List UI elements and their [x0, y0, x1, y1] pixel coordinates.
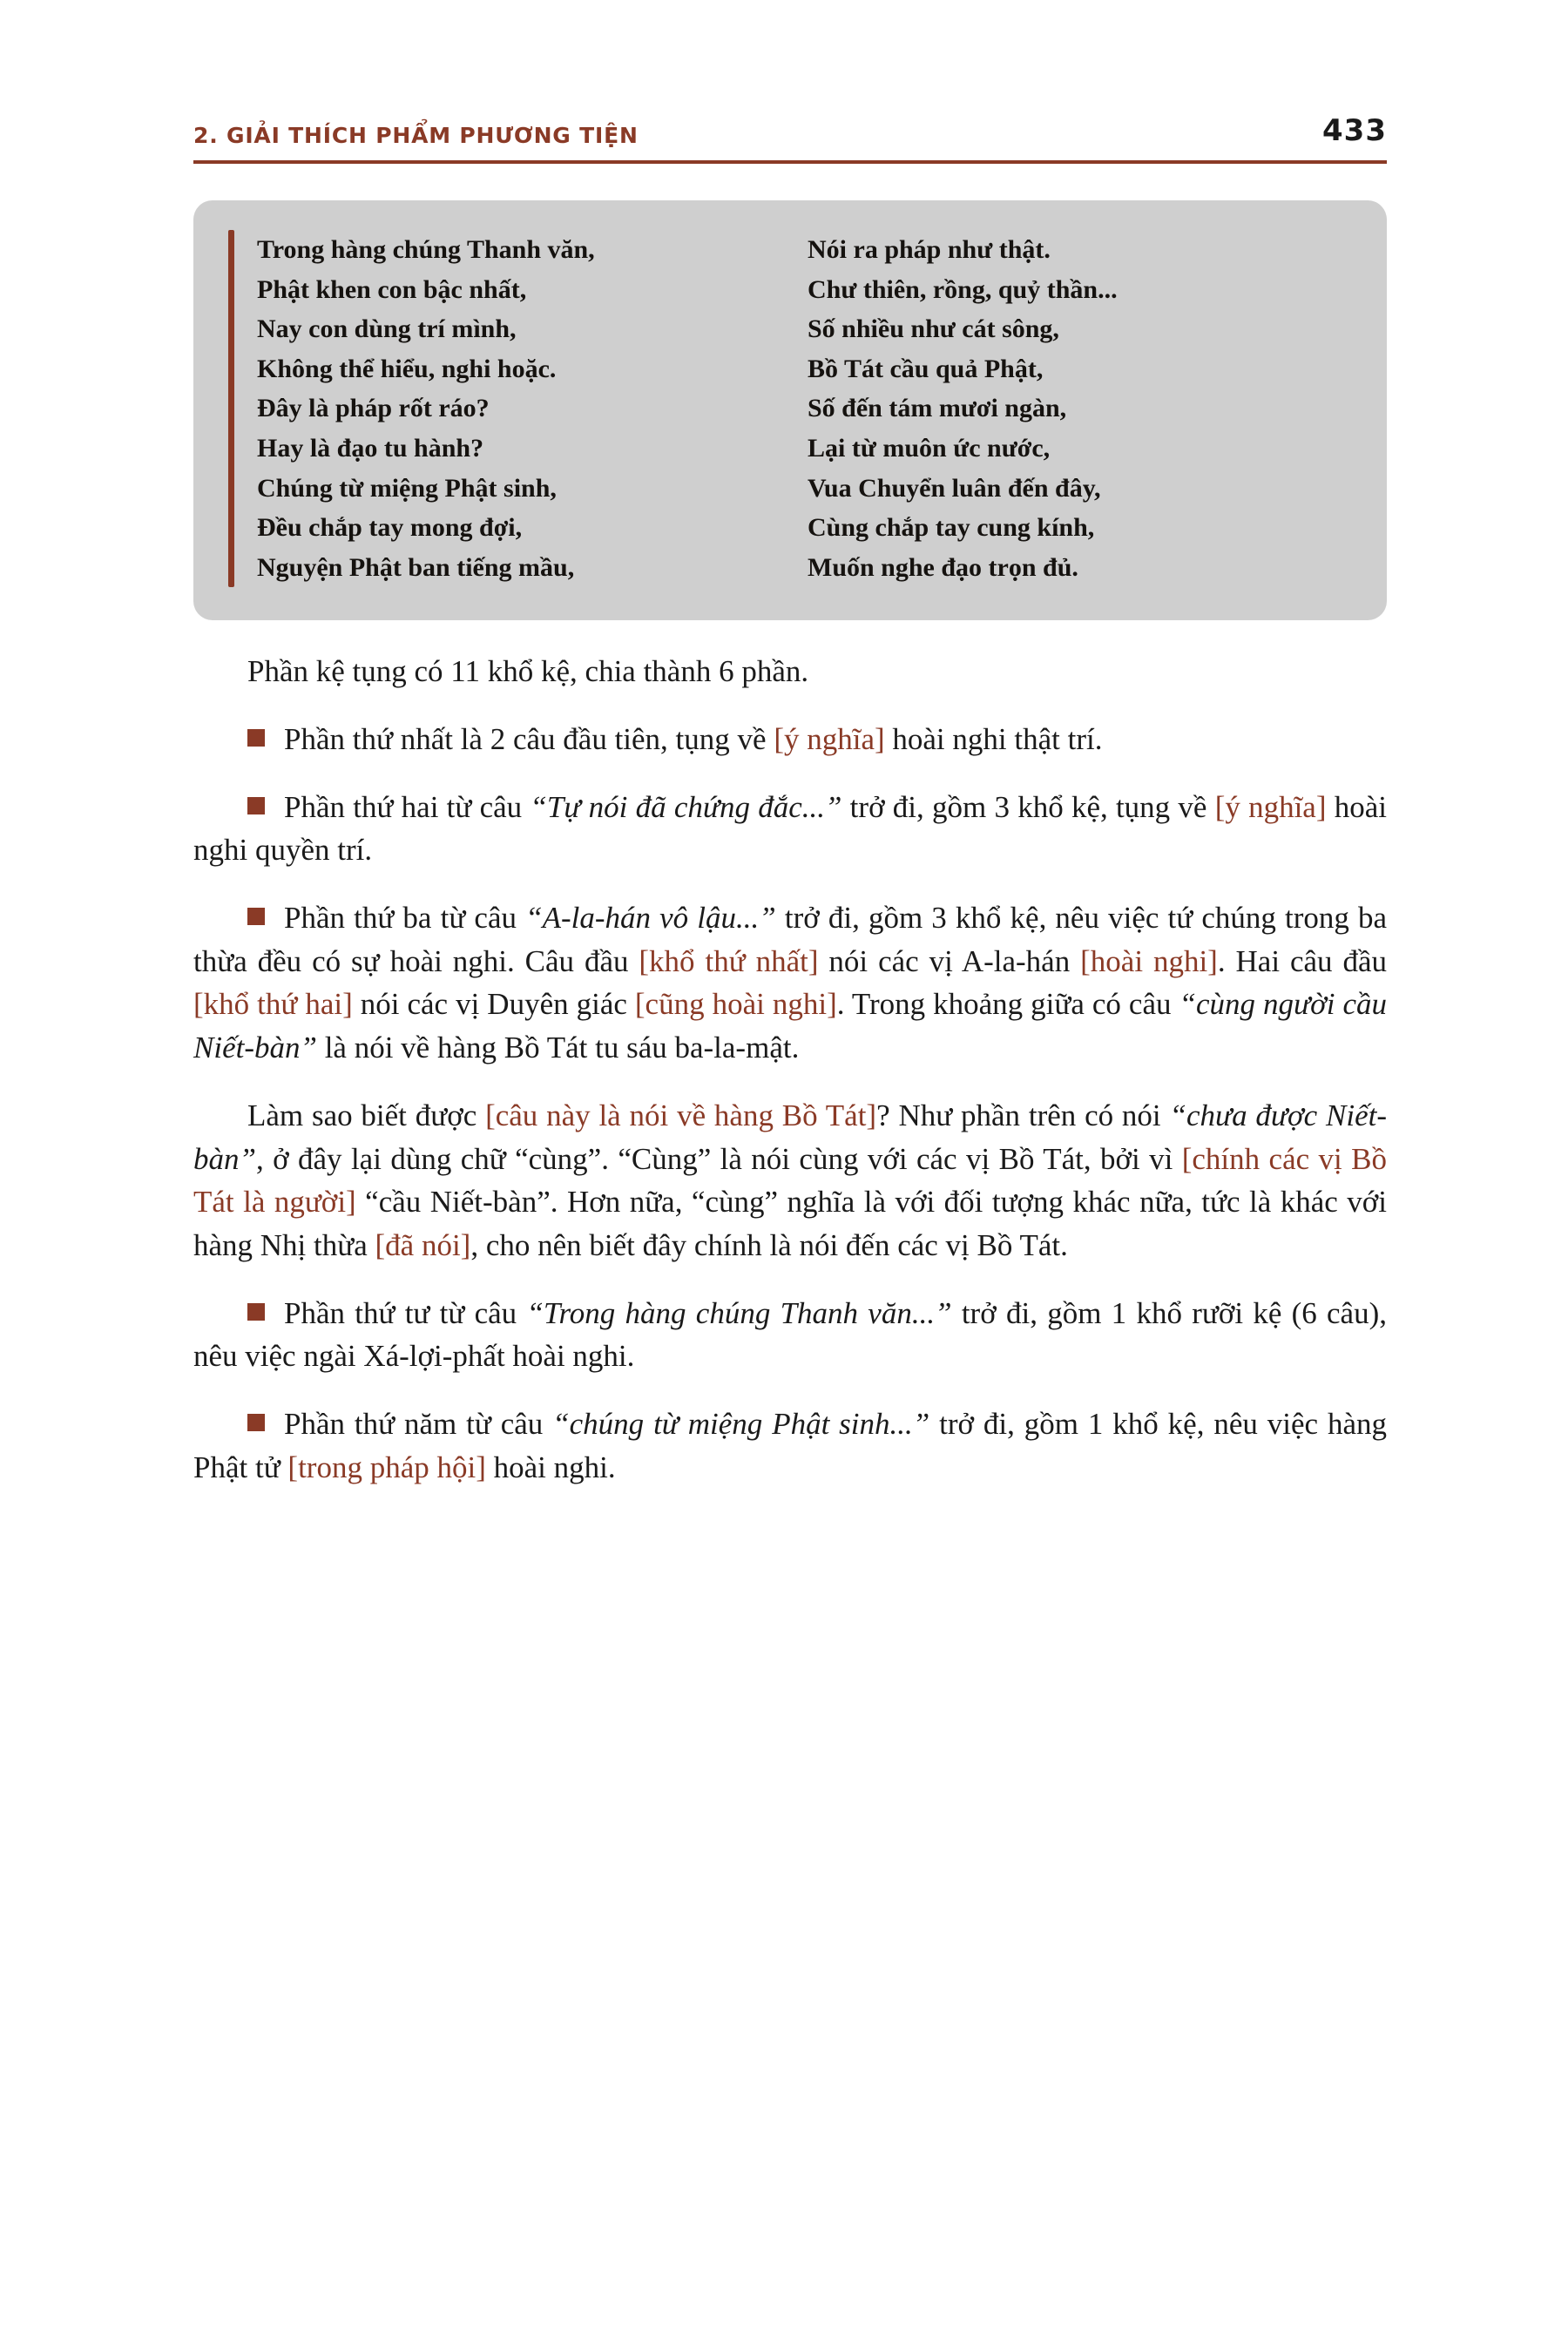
text-run: là nói về hàng Bồ Tát tu sáu ba-la-mật.	[316, 1031, 800, 1065]
text-run: trở đi, gồm 3 khổ kệ, nêu việc tứ chúng trong ba thừa đều có sự hoài nghi. Câu đầu	[193, 901, 1388, 978]
editorial-insert: [khổ thứ nhất]	[639, 943, 819, 978]
verse-quote-box	[193, 200, 1387, 620]
verse-line: Trong hàng chúng Thanh văn,	[257, 235, 595, 264]
verse-line: Chúng từ miệng Phật sinh,	[257, 473, 557, 503]
text-run: . Trong khoảng giữa có câu	[836, 987, 1179, 1022]
header-divider	[193, 160, 1387, 164]
text-run: “cầu Niết-bàn”. Hơn nữa, “cùng” nghĩa là với đối tượng khác nữa, tức là khác với hàng Nhị thừa	[193, 1185, 1387, 1262]
square-bullet-icon	[247, 908, 265, 925]
text-run: Làm sao biết được	[247, 1098, 486, 1132]
paragraph-part-one	[193, 718, 1387, 761]
text-run: Phần kệ tụng có 11 khổ kệ, chia thành 6 phần.	[247, 654, 809, 689]
verse-line: Chư thiên, rồng, quỷ thần...	[808, 274, 1118, 304]
text-run: hoài nghi quyền trí.	[193, 789, 1387, 868]
text-run: trở đi, gồm 3 khổ kệ, tụng về	[841, 789, 1215, 824]
paragraph-part-four	[193, 1292, 1387, 1378]
text-run: nói các vị Duyên giác	[352, 987, 635, 1022]
editorial-insert: [trong pháp hội]	[287, 1450, 486, 1484]
verse-line: Cùng chắp tay cung kính,	[808, 513, 1095, 543]
page-header	[193, 113, 1387, 160]
square-bullet-icon	[247, 1414, 265, 1431]
verse-line: Lại từ muôn ức nước,	[808, 433, 1051, 463]
verse-line: Nay con dùng trí mình,	[257, 314, 517, 344]
editorial-insert: [đã nói]	[375, 1227, 471, 1262]
text-run: Phần thứ hai từ câu	[284, 789, 531, 824]
paragraph-part-three	[193, 896, 1387, 1070]
text-run: Phần thứ năm từ câu	[284, 1406, 553, 1441]
verse-column-right	[808, 230, 1352, 587]
page-content	[193, 113, 1387, 1489]
text-run: trở đi, gồm 1 khổ kệ, nêu việc hàng Phật tử	[193, 1406, 1387, 1484]
verse-line: Không thể hiểu, nghi hoặc.	[257, 354, 557, 383]
verse-line: Muốn nghe đạo trọn đủ.	[808, 552, 1078, 582]
verse-line: Phật khen con bậc nhất,	[257, 274, 527, 304]
editorial-insert: [hoài nghi]	[1080, 943, 1218, 978]
text-run: Phần thứ tư từ câu	[284, 1295, 527, 1330]
verse-line: Vua Chuyển luân đến đây,	[808, 473, 1101, 503]
text-run: hoài nghi thật trí.	[884, 722, 1103, 757]
editorial-insert: [câu này là nói về hàng Bồ Tát]	[485, 1098, 877, 1132]
verse-line: Nguyện Phật ban tiếng mầu,	[257, 552, 575, 582]
quoted-verse: “A-la-hán vô lậu...”	[525, 901, 776, 936]
verse-lines-right	[808, 230, 1118, 587]
verse-line: Đây là pháp rốt ráo?	[257, 394, 490, 423]
text-run: hoài nghi.	[485, 1450, 616, 1484]
editorial-insert: [ý nghĩa]	[1214, 789, 1327, 824]
verse-line: Bồ Tát cầu quả Phật,	[808, 354, 1044, 383]
verse-line: Đều chắp tay mong đợi,	[257, 513, 523, 543]
square-bullet-icon	[247, 1303, 265, 1321]
verse-column-left	[228, 230, 773, 587]
quoted-verse: “chưa được Niết-bàn”	[193, 1098, 1387, 1176]
verse-line: Hay là đạo tu hành?	[257, 433, 484, 463]
square-bullet-icon	[247, 797, 265, 814]
square-bullet-icon	[247, 729, 265, 747]
text-run: Phần thứ ba từ câu	[284, 901, 526, 936]
running-title: 2. GIẢI THÍCH PHẨM PHƯƠNG TIỆN	[193, 123, 639, 148]
text-run: , cho nên biết đây chính là nói đến các vị Bồ Tát.	[470, 1227, 1068, 1262]
editorial-insert: [khổ thứ hai]	[193, 987, 353, 1022]
editorial-insert: [ý nghĩa]	[774, 722, 885, 757]
verse-line: Nói ra pháp như thật.	[808, 235, 1051, 264]
verse-line: Số đến tám mươi ngàn,	[808, 394, 1067, 423]
verse-line: Số nhiều như cát sông,	[808, 314, 1059, 344]
verse-lines-left	[257, 230, 595, 587]
paragraph-part-two	[193, 786, 1387, 872]
page-number: 433	[1322, 113, 1387, 148]
editorial-insert: [chính các vị Bồ Tát là người]	[193, 1141, 1387, 1220]
quoted-verse: “Trong hàng chúng Thanh văn...”	[526, 1295, 952, 1330]
text-run: , ở đây lại dùng chữ “cùng”. “Cùng” là nói cùng với các vị Bồ Tát, bởi vì	[255, 1141, 1182, 1176]
paragraph-commentary	[193, 1094, 1387, 1267]
text-run: nói các vị A-la-hán	[818, 943, 1081, 978]
editorial-insert: [cũng hoài nghi]	[634, 987, 837, 1022]
text-run: . Hai câu đầu	[1217, 943, 1387, 978]
quoted-verse: “Tự nói đã chứng đắc...”	[530, 789, 842, 824]
quoted-verse: “cùng người cầu Niết-bàn”	[193, 987, 1388, 1065]
verse-accent-bar	[228, 230, 234, 587]
text-run: trở đi, gồm 1 khổ rưỡi kệ (6 câu), nêu việc ngài Xá-lợi-phất hoài nghi.	[193, 1295, 1387, 1374]
paragraph-part-five	[193, 1402, 1387, 1489]
text-run: ? Như phần trên có nói	[876, 1098, 1170, 1132]
paragraph-intro	[193, 650, 1387, 693]
text-run: Phần thứ nhất là 2 câu đầu tiên, tụng về	[284, 722, 774, 757]
quoted-verse: “chúng từ miệng Phật sinh...”	[552, 1406, 930, 1441]
